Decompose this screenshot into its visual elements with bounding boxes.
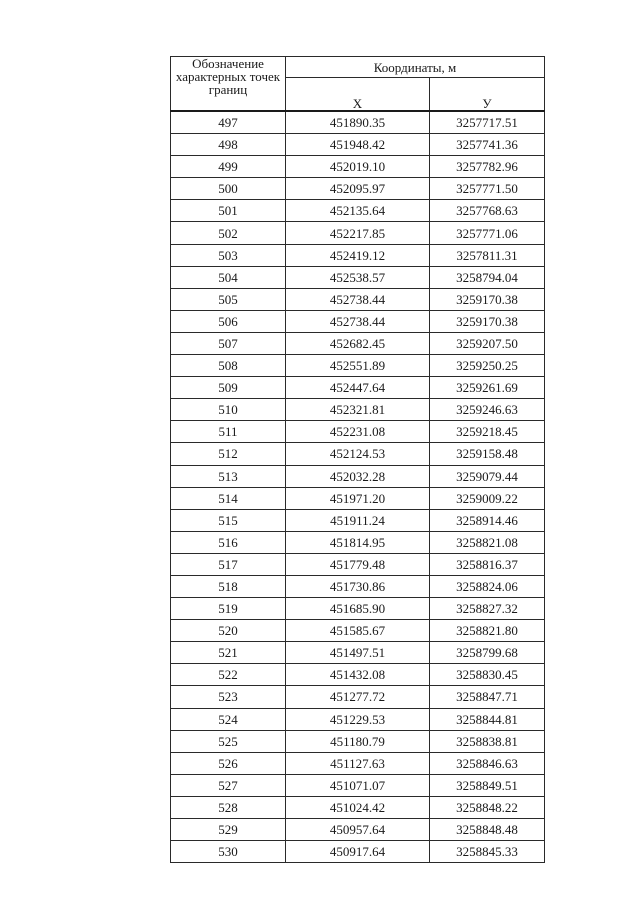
y-coordinate-cell: 3259170.38 (430, 310, 545, 332)
table-row (171, 465, 545, 487)
table-row (171, 244, 545, 266)
y-coordinate-cell: 3258830.45 (430, 664, 545, 686)
point-cell: 503 (171, 244, 286, 266)
y-coordinate-cell: 3257741.36 (430, 134, 545, 156)
x-coordinate-cell: 452682.45 (286, 332, 430, 354)
y-column-header: У (430, 78, 545, 112)
y-coordinate-cell: 3259246.63 (430, 399, 545, 421)
coordinates-table (170, 56, 545, 863)
x-coordinate-cell: 451685.90 (286, 598, 430, 620)
point-cell: 501 (171, 200, 286, 222)
table-row (171, 686, 545, 708)
x-coordinate-cell: 452217.85 (286, 222, 430, 244)
x-coordinate-cell: 452019.10 (286, 156, 430, 178)
table-row (171, 222, 545, 244)
table-row (171, 487, 545, 509)
table-row (171, 730, 545, 752)
table-row (171, 332, 545, 354)
point-cell: 504 (171, 266, 286, 288)
point-cell: 525 (171, 730, 286, 752)
y-coordinate-cell: 3258846.63 (430, 752, 545, 774)
y-coordinate-cell: 3258827.32 (430, 598, 545, 620)
point-cell: 497 (171, 111, 286, 134)
point-cell: 512 (171, 443, 286, 465)
x-coordinate-cell: 451071.07 (286, 774, 430, 796)
y-coordinate-cell: 3258848.22 (430, 796, 545, 818)
point-cell: 510 (171, 399, 286, 421)
coordinates-group-header: Координаты, м (286, 57, 545, 78)
x-coordinate-cell: 451779.48 (286, 553, 430, 575)
y-coordinate-cell: 3257811.31 (430, 244, 545, 266)
table-row (171, 664, 545, 686)
table-row (171, 355, 545, 377)
table-row (171, 774, 545, 796)
x-coordinate-cell: 452738.44 (286, 288, 430, 310)
x-coordinate-cell: 451180.79 (286, 730, 430, 752)
y-coordinate-cell: 3258816.37 (430, 553, 545, 575)
y-coordinate-cell: 3258845.33 (430, 841, 545, 863)
point-cell: 522 (171, 664, 286, 686)
x-coordinate-cell: 452738.44 (286, 310, 430, 332)
table-row (171, 310, 545, 332)
point-cell: 530 (171, 841, 286, 863)
y-coordinate-cell: 3259009.22 (430, 487, 545, 509)
x-coordinate-cell: 451911.24 (286, 509, 430, 531)
y-coordinate-cell: 3258799.68 (430, 642, 545, 664)
table-row (171, 200, 545, 222)
y-coordinate-cell: 3257771.50 (430, 178, 545, 200)
table-row (171, 708, 545, 730)
y-coordinate-cell: 3259218.45 (430, 421, 545, 443)
table-row (171, 156, 545, 178)
y-coordinate-cell: 3259170.38 (430, 288, 545, 310)
point-cell: 523 (171, 686, 286, 708)
point-cell: 513 (171, 465, 286, 487)
table-header (171, 57, 545, 112)
point-cell: 517 (171, 553, 286, 575)
point-cell: 511 (171, 421, 286, 443)
table-row (171, 443, 545, 465)
y-coordinate-cell: 3258848.48 (430, 819, 545, 841)
point-cell: 507 (171, 332, 286, 354)
point-cell: 509 (171, 377, 286, 399)
x-coordinate-cell: 451814.95 (286, 531, 430, 553)
x-coordinate-cell: 450957.64 (286, 819, 430, 841)
point-cell: 515 (171, 509, 286, 531)
y-coordinate-cell: 3258838.81 (430, 730, 545, 752)
point-cell: 529 (171, 819, 286, 841)
y-coordinate-cell: 3257782.96 (430, 156, 545, 178)
y-coordinate-cell: 3258821.80 (430, 620, 545, 642)
table-row (171, 531, 545, 553)
point-column-header: Обозначение характерных точек границ (171, 57, 286, 112)
y-coordinate-cell: 3259079.44 (430, 465, 545, 487)
y-coordinate-cell: 3258914.46 (430, 509, 545, 531)
table-row (171, 178, 545, 200)
x-coordinate-cell: 452124.53 (286, 443, 430, 465)
x-coordinate-cell: 452447.64 (286, 377, 430, 399)
y-coordinate-cell: 3258844.81 (430, 708, 545, 730)
point-cell: 521 (171, 642, 286, 664)
table-row (171, 841, 545, 863)
table-body (171, 111, 545, 863)
y-coordinate-cell: 3257717.51 (430, 111, 545, 134)
table-row (171, 134, 545, 156)
x-coordinate-cell: 452032.28 (286, 465, 430, 487)
point-cell: 518 (171, 575, 286, 597)
point-cell: 500 (171, 178, 286, 200)
table-row (171, 752, 545, 774)
table-row (171, 575, 545, 597)
table-row (171, 266, 545, 288)
table-row (171, 288, 545, 310)
y-coordinate-cell: 3257768.63 (430, 200, 545, 222)
point-cell: 527 (171, 774, 286, 796)
x-coordinate-cell: 451127.63 (286, 752, 430, 774)
point-cell: 520 (171, 620, 286, 642)
y-coordinate-cell: 3259250.25 (430, 355, 545, 377)
x-coordinate-cell: 451497.51 (286, 642, 430, 664)
y-coordinate-cell: 3259207.50 (430, 332, 545, 354)
x-coordinate-cell: 452538.57 (286, 266, 430, 288)
x-coordinate-cell: 452231.08 (286, 421, 430, 443)
table-row (171, 399, 545, 421)
x-coordinate-cell: 451890.35 (286, 111, 430, 134)
point-cell: 516 (171, 531, 286, 553)
y-coordinate-cell: 3258824.06 (430, 575, 545, 597)
table-row (171, 377, 545, 399)
x-coordinate-cell: 451024.42 (286, 796, 430, 818)
table-row (171, 111, 545, 134)
point-cell: 499 (171, 156, 286, 178)
x-coordinate-cell: 452135.64 (286, 200, 430, 222)
x-coordinate-cell: 451277.72 (286, 686, 430, 708)
table-row (171, 509, 545, 531)
point-cell: 514 (171, 487, 286, 509)
table-row (171, 796, 545, 818)
point-cell: 508 (171, 355, 286, 377)
point-cell: 528 (171, 796, 286, 818)
x-coordinate-cell: 452321.81 (286, 399, 430, 421)
point-cell: 506 (171, 310, 286, 332)
y-coordinate-cell: 3258849.51 (430, 774, 545, 796)
x-column-header: X (286, 78, 430, 112)
x-coordinate-cell: 451585.67 (286, 620, 430, 642)
y-coordinate-cell: 3258794.04 (430, 266, 545, 288)
y-coordinate-cell: 3257771.06 (430, 222, 545, 244)
x-coordinate-cell: 452419.12 (286, 244, 430, 266)
x-coordinate-cell: 451730.86 (286, 575, 430, 597)
x-coordinate-cell: 450917.64 (286, 841, 430, 863)
y-coordinate-cell: 3258821.08 (430, 531, 545, 553)
point-cell: 505 (171, 288, 286, 310)
table-row (171, 620, 545, 642)
table-row (171, 642, 545, 664)
x-coordinate-cell: 451432.08 (286, 664, 430, 686)
x-coordinate-cell: 452095.97 (286, 178, 430, 200)
y-coordinate-cell: 3259261.69 (430, 377, 545, 399)
x-coordinate-cell: 451948.42 (286, 134, 430, 156)
x-coordinate-cell: 451229.53 (286, 708, 430, 730)
y-coordinate-cell: 3259158.48 (430, 443, 545, 465)
table-row (171, 421, 545, 443)
point-cell: 524 (171, 708, 286, 730)
table-row (171, 553, 545, 575)
point-cell: 502 (171, 222, 286, 244)
x-coordinate-cell: 451971.20 (286, 487, 430, 509)
table-row (171, 819, 545, 841)
y-coordinate-cell: 3258847.71 (430, 686, 545, 708)
point-cell: 526 (171, 752, 286, 774)
point-cell: 519 (171, 598, 286, 620)
table-row (171, 598, 545, 620)
point-cell: 498 (171, 134, 286, 156)
x-coordinate-cell: 452551.89 (286, 355, 430, 377)
